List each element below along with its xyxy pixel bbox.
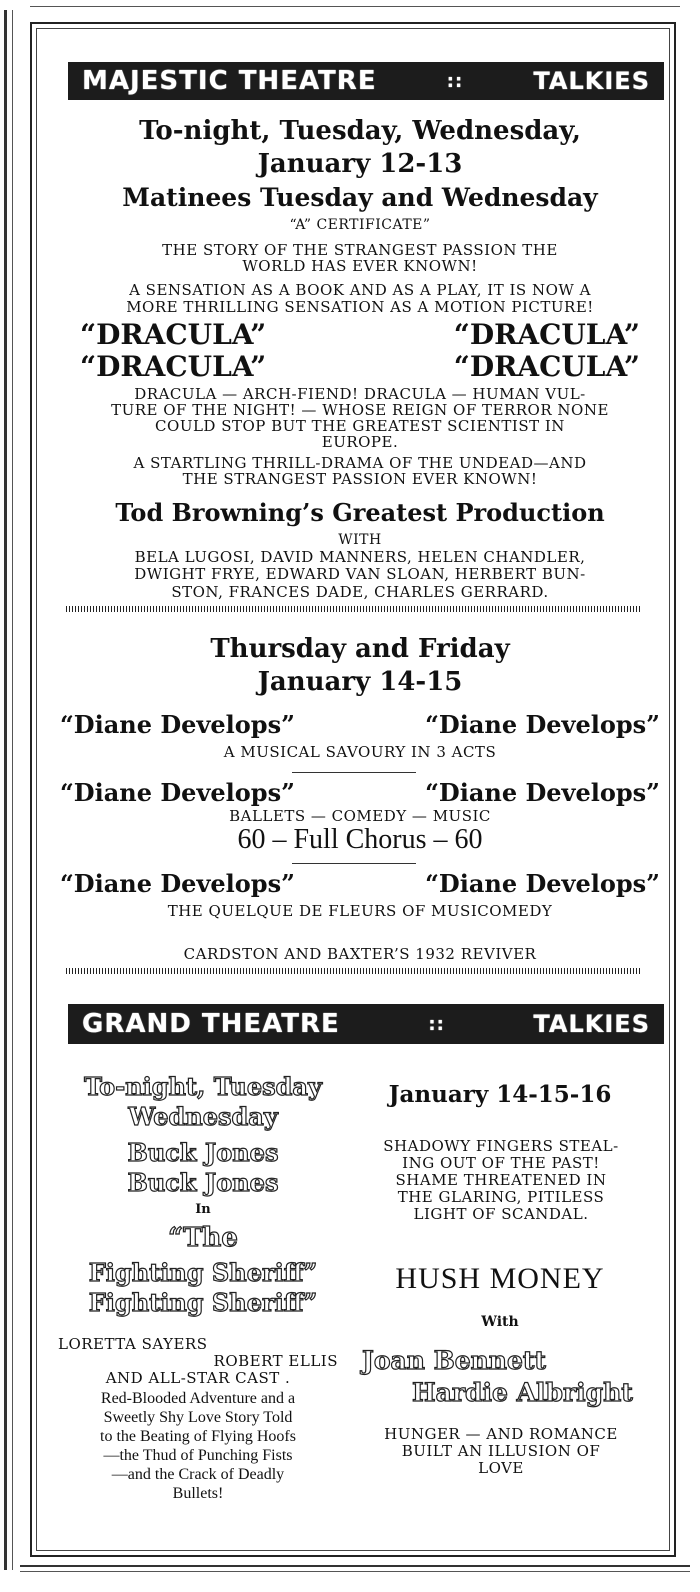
cast-all-star: AND ALL-STAR CAST . [105,1369,291,1387]
top-rule [30,6,680,7]
january-14-15: January 14-15 [257,667,463,697]
majestic-banner-kind: TALKIES [533,67,650,95]
shadow-line: ING OUT OF THE PAST! [402,1154,600,1172]
full-chorus: 60 – Full Chorus – 60 [237,824,483,855]
archfiend-line2: TURE OF THE NIGHT! — WHOSE REIGN OF TERROR NONE [111,401,609,419]
diane-develops-title: “Diane Develops” [60,778,295,807]
fighting-sheriff-title: Fighting Sheriff” [88,1258,318,1287]
cast-robert-ellis: ROBERT ELLIS [213,1352,338,1370]
dracula-title: “DRACULA” [80,318,267,351]
left-rule-thin [12,10,13,1570]
tick-divider [66,606,642,612]
grand-left-blurb [58,1389,338,1503]
shadow-line: SHADOWY FINGERS STEAL- [383,1137,619,1155]
diane-develops-title: “Diane Develops” [425,869,660,898]
with-label: WITH [338,532,382,548]
in-label: In [195,1202,211,1217]
shadowy-fingers-blurb [362,1138,640,1223]
hunger-line: LOVE [478,1459,524,1477]
majestic-banner-name: MAJESTIC THEATRE [82,66,377,96]
archfiend-line4: EUROPE. [321,433,399,451]
hardie-albright: Hardie Albright [412,1378,633,1407]
majestic-sensation-line1: A SENSATION AS A BOOK AND AS A PLAY, IT IS NOW A [129,281,591,299]
dracula-row-2 [60,350,660,383]
grand-banner-kind: TALKIES [533,1010,650,1038]
blurb-line: Red-Blooded Adventure and a [100,1390,296,1407]
grand-banner-sep: :: [428,1013,445,1035]
short-divider [292,863,416,864]
production-credit: Tod Browning’s Greatest Production [115,498,605,527]
tick-divider [66,968,642,974]
majestic-dates-line2: January 12-13 [257,149,463,179]
the-label: “The [168,1223,238,1253]
quelque-de-fleurs: THE QUELQUE DE FLEURS OF MUSICOMEDY [167,902,553,920]
bottom-rule [20,1565,690,1572]
diane-row-3 [60,869,660,898]
hunger-romance-blurb [362,1426,640,1477]
musical-savoury: A MUSICAL SAVOURY IN 3 ACTS [223,743,497,761]
hunger-line: BUILT AN ILLUSION OF [401,1442,601,1460]
grand-left-dates2: Wednesday [128,1102,278,1131]
diane-row-2 [60,778,660,807]
shadow-line: THE GLARING, PITILESS [397,1188,605,1206]
majestic-banner [68,62,664,100]
thrill-line1: A STARTLING THRILL-DRAMA OF THE UNDEAD—AND [133,454,587,472]
shadow-line: SHAME THREATENED IN [395,1171,607,1189]
dracula-title: “DRACULA” [80,350,267,383]
thursday-friday: Thursday and Friday [210,634,510,664]
diane-develops-title: “Diane Develops” [60,869,295,898]
archfiend-line1: DRACULA — ARCH-FIEND! DRACULA — HUMAN VUL- [134,385,586,403]
diane-develops-title: “Diane Develops” [425,778,660,807]
majestic-matinees: Matinees Tuesday and Wednesday [122,183,598,212]
grand-banner [68,1004,664,1044]
grand-right-column [358,1080,642,1110]
dracula-title: “DRACULA” [453,318,640,351]
hush-money-title: HUSH MONEY [395,1262,605,1295]
blurb-line: to the Beating of Flying Hoofs [100,1428,296,1445]
cardston-baxter-reviver: CARDSTON AND BAXTER’S 1932 REVIVER [183,945,537,963]
dracula-row-1 [60,318,660,351]
majestic-banner-sep: :: [446,70,464,92]
buck-jones: Buck Jones [127,1168,279,1197]
fighting-sheriff-title: Fighting Sheriff” [88,1288,318,1317]
diane-develops-title: “Diane Develops” [60,710,295,739]
grand-banner-name: GRAND THEATRE [82,1009,340,1039]
short-divider [292,772,416,773]
blurb-line: Bullets! [172,1485,224,1502]
with-label: With [481,1314,519,1330]
cast-line3: STON, FRANCES DADE, CHARLES GERRARD. [171,583,549,601]
majestic-certificate: “A” CERTIFICATE” [289,217,431,233]
grand-left-column [58,1072,348,1318]
diane-develops-title: “Diane Develops” [425,710,660,739]
dracula-title: “DRACULA” [453,350,640,383]
cast-loretta-sayers: LORETTA SAYERS [58,1335,208,1353]
cast-line1: BELA LUGOSI, DAVID MANNERS, HELEN CHANDLER, [134,548,586,566]
blurb-line: —and the Crack of Deadly [111,1466,285,1483]
archfiend-line3: COULD STOP BUT THE GREATEST SCIENTIST IN [155,417,565,435]
majestic-story-line1: THE STORY OF THE STRANGEST PASSION THE [162,241,558,259]
blurb-line: —the Thud of Punching Fists [103,1447,293,1464]
buck-jones: Buck Jones [127,1138,279,1167]
ballets-comedy-music: BALLETS — COMEDY — MUSIC [229,807,491,825]
majestic-story-line2: WORLD HAS EVER KNOWN! [242,257,478,275]
cast-line2: DWIGHT FRYE, EDWARD VAN SLOAN, HERBERT BUN- [134,565,586,583]
grand-left-cast [58,1336,338,1387]
diane-row-1 [60,710,660,739]
left-rule [4,10,7,1570]
shadow-line: LIGHT OF SCANDAL. [413,1205,589,1223]
blurb-line: Sweetly Shy Love Story Told [103,1409,293,1426]
hunger-line: HUNGER — AND ROMANCE [384,1425,618,1443]
thrill-line2: THE STRANGEST PASSION EVER KNOWN! [182,470,538,488]
grand-right-dates: January 14-15-16 [388,1081,612,1108]
majestic-dates-line1: To-night, Tuesday, Wednesday, [139,116,581,146]
joan-bennett: Joan Bennett [362,1346,546,1375]
majestic-sensation-line2: MORE THRILLING SENSATION AS A MOTION PICTURE! [126,298,594,316]
grand-left-dates1: To-night, Tuesday [84,1072,322,1101]
